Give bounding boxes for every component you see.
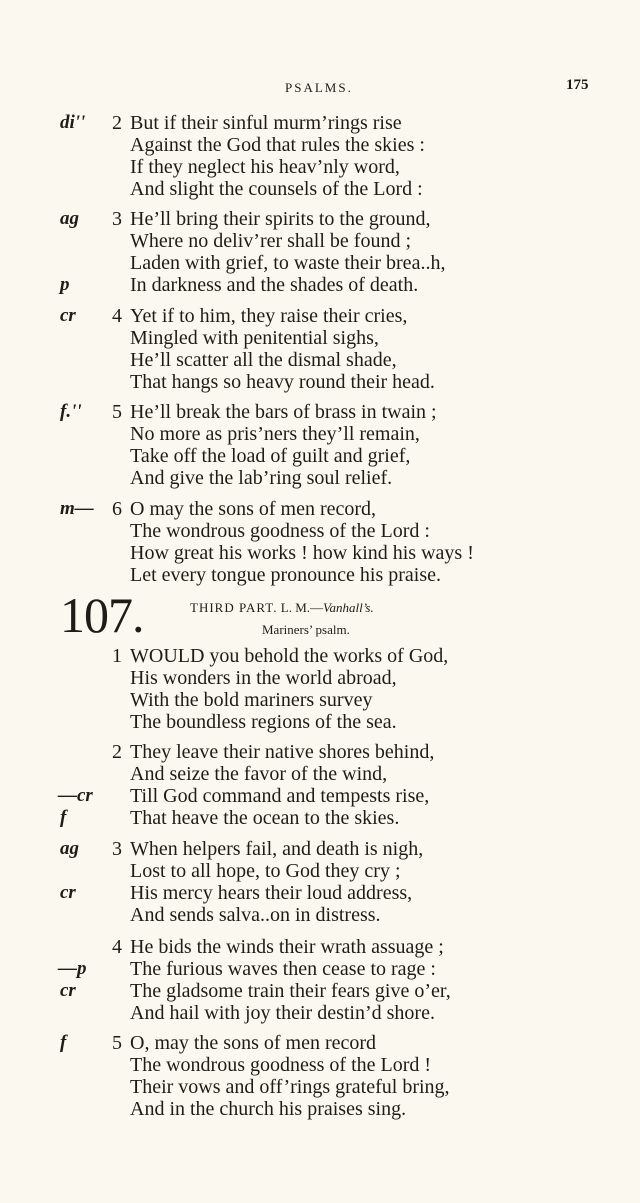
dynamic-mark: ag (60, 208, 79, 229)
verse-line: Mingled with penitential sighs, (130, 327, 379, 349)
verse-line: The furious waves then cease to rage : (130, 958, 436, 980)
dynamic-mark: f.'' (60, 401, 82, 422)
hymn107-stanza-4 (0, 936, 640, 1024)
verse-line: No more as pris’ners they’ll remain, (130, 423, 420, 445)
verse-line: He’ll break the bars of brass in twain ; (130, 401, 437, 423)
verse-line: WOULD you behold the works of God, (130, 645, 449, 667)
verse-line: The wondrous goodness of the Lord ! (130, 1054, 432, 1076)
verse-line: They leave their native shores behind, (130, 741, 435, 763)
dynamic-mark: p (60, 274, 70, 295)
hymn-meter: L. M.— (280, 600, 324, 615)
hymn-part: THIRD PART. (190, 600, 278, 615)
verse-line: Till God command and tempests rise, (130, 785, 430, 807)
verse-line: But if their sinful murm’rings rise (130, 112, 402, 134)
stanza-6 (0, 498, 640, 586)
verse-line: The boundless regions of the sea. (130, 711, 397, 733)
verse-number: 3 (112, 838, 122, 860)
verse-number: 2 (112, 741, 122, 763)
dynamic-mark: ag (60, 838, 79, 859)
verse-line: The wondrous goodness of the Lord : (130, 520, 430, 542)
verse-number: 2 (112, 112, 122, 134)
verse-number: 3 (112, 208, 122, 230)
dynamic-mark: f (60, 807, 67, 828)
verse-line: He’ll bring their spirits to the ground, (130, 208, 431, 230)
verse-line: How great his works ! how kind his ways ! (130, 542, 474, 564)
verse-line: And in the church his praises sing. (130, 1098, 407, 1120)
verse-line: Against the God that rules the skies : (130, 134, 425, 156)
verse-line: And slight the counsels of the Lord : (130, 178, 423, 200)
page-number: 175 (566, 77, 589, 93)
verse-line: If they neglect his heav’nly word, (130, 156, 400, 178)
running-head-title: PSALMS. (285, 80, 353, 95)
running-head (0, 77, 640, 100)
verse-number: 1 (112, 645, 122, 667)
verse-line: He bids the winds their wrath assuage ; (130, 936, 444, 958)
verse-line: O may the sons of men record, (130, 498, 377, 520)
verse-line: That heave the ocean to the skies. (130, 807, 400, 829)
verse-line: That hangs so heavy round their head. (130, 371, 435, 393)
verse-number: 4 (112, 305, 122, 327)
verse-line: In darkness and the shades of death. (130, 274, 419, 296)
verse-line: His mercy hears their loud address, (130, 882, 413, 904)
verse-line: And sends salva..on in distress. (130, 904, 381, 926)
dynamic-mark: di'' (60, 112, 86, 133)
dynamic-mark: f (60, 1032, 67, 1053)
hymn107-stanza-3 (0, 838, 640, 926)
verse-line: His wonders in the world abroad, (130, 667, 397, 689)
verse-line: Their vows and off’rings grateful bring, (130, 1076, 450, 1098)
hymn107-stanza-5 (0, 1032, 640, 1120)
verse-number: 5 (112, 401, 122, 423)
verse-line: Take off the load of guilt and grief, (130, 445, 411, 467)
hymn107-stanza-2 (0, 741, 640, 829)
verse-line: Lost to all hope, to God they cry ; (130, 860, 401, 882)
stanza-3 (0, 208, 640, 296)
hymn-meta (190, 600, 374, 616)
verse-line: And give the lab’ring soul relief. (130, 467, 393, 489)
stanza-2 (0, 112, 640, 200)
verse-line: Yet if to him, they raise their cries, (130, 305, 408, 327)
hymn-heading (0, 587, 640, 643)
dynamic-mark: cr (60, 980, 76, 1001)
hymn-subtitle: Mariners’ psalm. (262, 622, 350, 637)
verse-number: 4 (112, 936, 122, 958)
verse-line: Let every tongue pronounce his praise. (130, 564, 442, 586)
verse-number: 6 (112, 498, 122, 520)
hymn-tune: Vanhall’s. (323, 600, 374, 615)
hymn-number: 107. (60, 587, 144, 643)
verse-line: The gladsome train their fears give o’er, (130, 980, 451, 1002)
verse-line: When helpers fail, and death is nigh, (130, 838, 424, 860)
dynamic-mark: m— (60, 498, 94, 519)
verse-line: With the bold mariners survey (130, 689, 373, 711)
verse-line: Laden with grief, to waste their brea..h, (130, 252, 446, 274)
stanza-4 (0, 305, 640, 393)
verse-line: He’ll scatter all the dismal shade, (130, 349, 397, 371)
verse-number: 5 (112, 1032, 122, 1054)
stanza-5 (0, 401, 640, 489)
dynamic-mark: —p (58, 958, 87, 979)
verse-line: Where no deliv’rer shall be found ; (130, 230, 412, 252)
dynamic-mark: cr (60, 882, 76, 903)
verse-line: And hail with joy their destin’d shore. (130, 1002, 435, 1024)
verse-line: And seize the favor of the wind, (130, 763, 388, 785)
verse-line: O, may the sons of men record (130, 1032, 377, 1054)
dynamic-mark: —cr (58, 785, 93, 806)
dynamic-mark: cr (60, 305, 76, 326)
hymn107-stanza-1 (0, 645, 640, 733)
